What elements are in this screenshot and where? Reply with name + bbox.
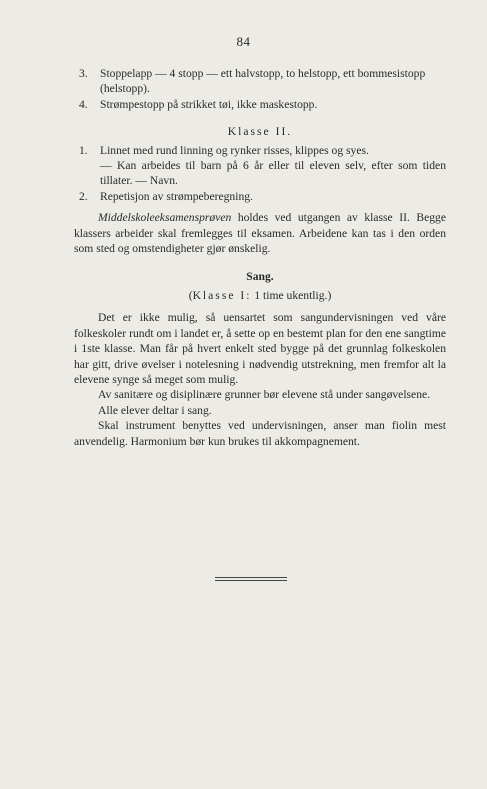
list-item-text: Repetisjon av strømpeberegning.: [100, 189, 253, 203]
list-item: [74, 189, 446, 204]
section-title-sang: Sang.: [246, 270, 274, 284]
list-item-number: 1.: [79, 143, 88, 157]
list-item-text: Stoppelapp — 4 stopp — ett halvstopp, to helstopp, ett bommesistopp (helstopp).: [100, 67, 426, 96]
rule-line: [215, 580, 287, 581]
page-number: 84: [236, 34, 251, 49]
list-item-text: Strømpestopp på strikket tøi, ikke maskestopp.: [100, 97, 318, 111]
sang-paragraph: Det er ikke mulig, så uensartet som sangundervisningen ved våre folkeskoler rundt om i landet er, å sette op en bestemt plan for den ene sangtime i 1ste klasse. Man får på hvert enkelt sted bygge på det grunnlag folkeskolen har gitt, drive øvelser i notelesning i nødvendig utstrekning, men fremfor alt la elevene synge så meget som mulig.: [74, 311, 446, 386]
section-end-rule: [215, 577, 287, 583]
list-item-text: Linnet med rund linning og rynker risses, klippes og syes.: [100, 143, 369, 157]
list-item-number: 4.: [79, 97, 88, 111]
list-item: [74, 97, 446, 112]
subtitle-klasse: Klasse I:: [192, 288, 252, 302]
rule-line: [215, 577, 287, 578]
klasse2-note: — Kan arbeides til barn på 6 år eller til eleven selv, efter som tiden tillater. — Navn.: [100, 159, 446, 188]
subtitle-open: (: [188, 288, 193, 302]
page-content: [74, 66, 446, 449]
exam-lead-italic: Middelskoleeksamensprøven: [98, 211, 232, 225]
exam-rest-text: holdes ved utgangen av klasse II. Begge klassers arbeider skal fremlegges til eksamen. Arbeidene kan tas i den orden som sted og omstendigheter gjør ønskelig.: [74, 211, 446, 256]
list-item-number: 2.: [79, 189, 88, 203]
sang-paragraph: Skal instrument benyttes ved undervisningen, anser man fiolin mest anvendelig. Harmonium bør kun brukes til akkompagnement.: [74, 419, 446, 448]
section-subtitle-sang: [74, 288, 446, 303]
sang-paragraph: Av sanitære og disiplinære grunner bør elevene stå under sangøvelsene.: [98, 388, 431, 402]
exam-paragraph: [74, 210, 446, 256]
klasse-heading: Klasse II.: [227, 125, 293, 139]
sang-paragraph: Alle elever deltar i sang.: [98, 403, 212, 417]
list-item-number: 3.: [79, 67, 88, 80]
list-item: [74, 143, 446, 158]
subtitle-rest: 1 time ukentlig.): [251, 288, 332, 302]
list-item: [74, 66, 446, 97]
